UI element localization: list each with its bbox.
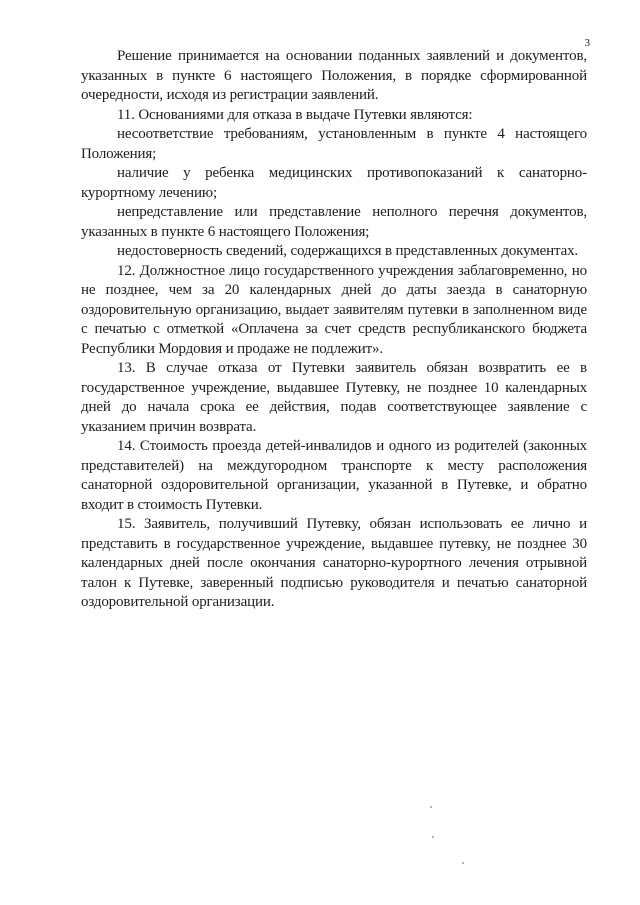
paragraph-decision: Решение принимается на основании поданных заявлений и документов, указанных в пункте 6 настоящего Положения, в порядке сформированной очередности, исходя из регистрации заявлений.	[81, 48, 587, 103]
paragraph-13: 13. В случае отказа от Путевки заявитель обязан возвратить ее в государственное учреждение, выдавшее Путевку, не позднее 10 календарных дней до начала срока ее действия, подав соответствующее заявление с указанием причин возврата.	[81, 360, 587, 435]
scan-speck	[432, 836, 434, 838]
refusal-reason-4: недостоверность сведений, содержащихся в представленных документах.	[117, 243, 579, 259]
paragraph-12: 12. Должностное лицо государственного учреждения заблаговременно, но не позднее, чем за 20 календарных дней до даты заезда в санаторную оздоровительную организацию, выдает заявителям путевки в заполненном виде с печатью с отметкой «Оплачена за счет средств республиканского бюджета Республики Мордовия и продаже не подлежит».	[81, 262, 587, 357]
scan-speck	[462, 862, 464, 864]
refusal-reason-1: несоответствие требованиям, установленным в пункте 4 настоящего Положения;	[81, 126, 587, 162]
paragraph-14: 14. Стоимость проезда детей-инвалидов и одного из родителей (законных представителей) на междугородном транспорте к месту расположения санаторной оздоровительной организации, указанной в Путевке, и обратно входит в стоимость Путевки.	[81, 438, 587, 513]
document-body	[81, 47, 587, 613]
paragraph-15: 15. Заявитель, получивший Путевку, обязан использовать ее лично и представить в государственное учреждение, выдавшее путевку, не позднее 30 календарных дней после окончания санаторно-курортного лечения отрывной талон к Путевке, заверенный подписью руководителя и печатью санаторной оздоровительной организации.	[81, 516, 587, 610]
refusal-reason-2: наличие у ребенка медицинских противопоказаний к санаторно-курортному лечению;	[81, 165, 587, 201]
page-number: 3	[584, 37, 590, 49]
scan-speck	[430, 806, 432, 808]
paragraph-11: 11. Основаниями для отказа в выдаче Путевки являются:	[117, 106, 473, 123]
refusal-reason-3: непредставление или представление неполного перечня документов, указанных в пункте 6 настоящего Положения;	[81, 204, 587, 240]
